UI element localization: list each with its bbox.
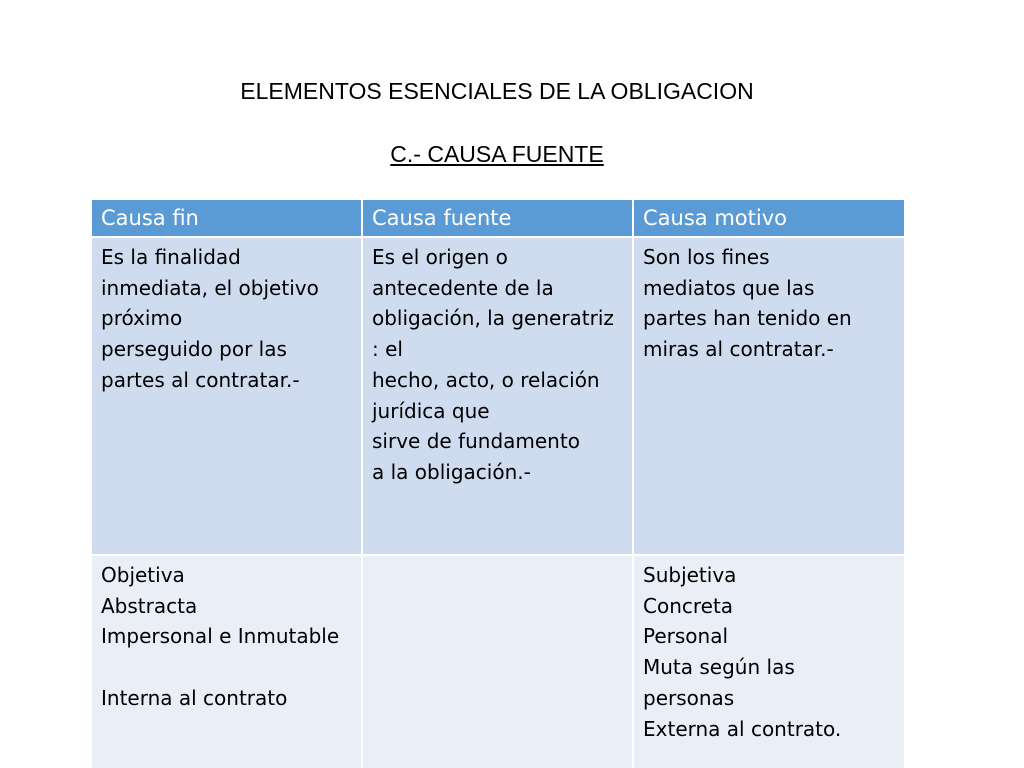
table-header-row bbox=[91, 199, 905, 237]
cell-causa-motivo-caracteristicas: Subjetiva Concreta Personal Muta según las personas Externa al contrato. bbox=[633, 555, 905, 768]
header-causa-fin: Causa fin bbox=[91, 199, 362, 237]
cell-causa-fin-definicion: Es la finalidad inmediata, el objetivo próximo perseguido por las partes al contratar.- bbox=[91, 237, 362, 555]
cell-causa-fuente-caracteristicas bbox=[362, 555, 633, 768]
header-causa-motivo: Causa motivo bbox=[633, 199, 905, 237]
table-row bbox=[91, 555, 905, 768]
table-row bbox=[91, 237, 905, 555]
slide-title: ELEMENTOS ESENCIALES DE LA OBLIGACION bbox=[240, 78, 754, 104]
causa-table bbox=[90, 198, 906, 768]
header-causa-fuente: Causa fuente bbox=[362, 199, 633, 237]
cell-causa-motivo-definicion: Son los fines mediatos que las partes han tenido en miras al contratar.- bbox=[633, 237, 905, 555]
slide-subtitle: C.- CAUSA FUENTE bbox=[390, 141, 604, 167]
cell-causa-fin-caracteristicas: Objetiva Abstracta Impersonal e Inmutable Interna al contrato bbox=[91, 555, 362, 768]
cell-causa-fuente-definicion: Es el origen o antecedente de la obligación, la generatriz : el hecho, acto, o relación jurídica que sirve de fundamento a la obligación.- bbox=[362, 237, 633, 555]
